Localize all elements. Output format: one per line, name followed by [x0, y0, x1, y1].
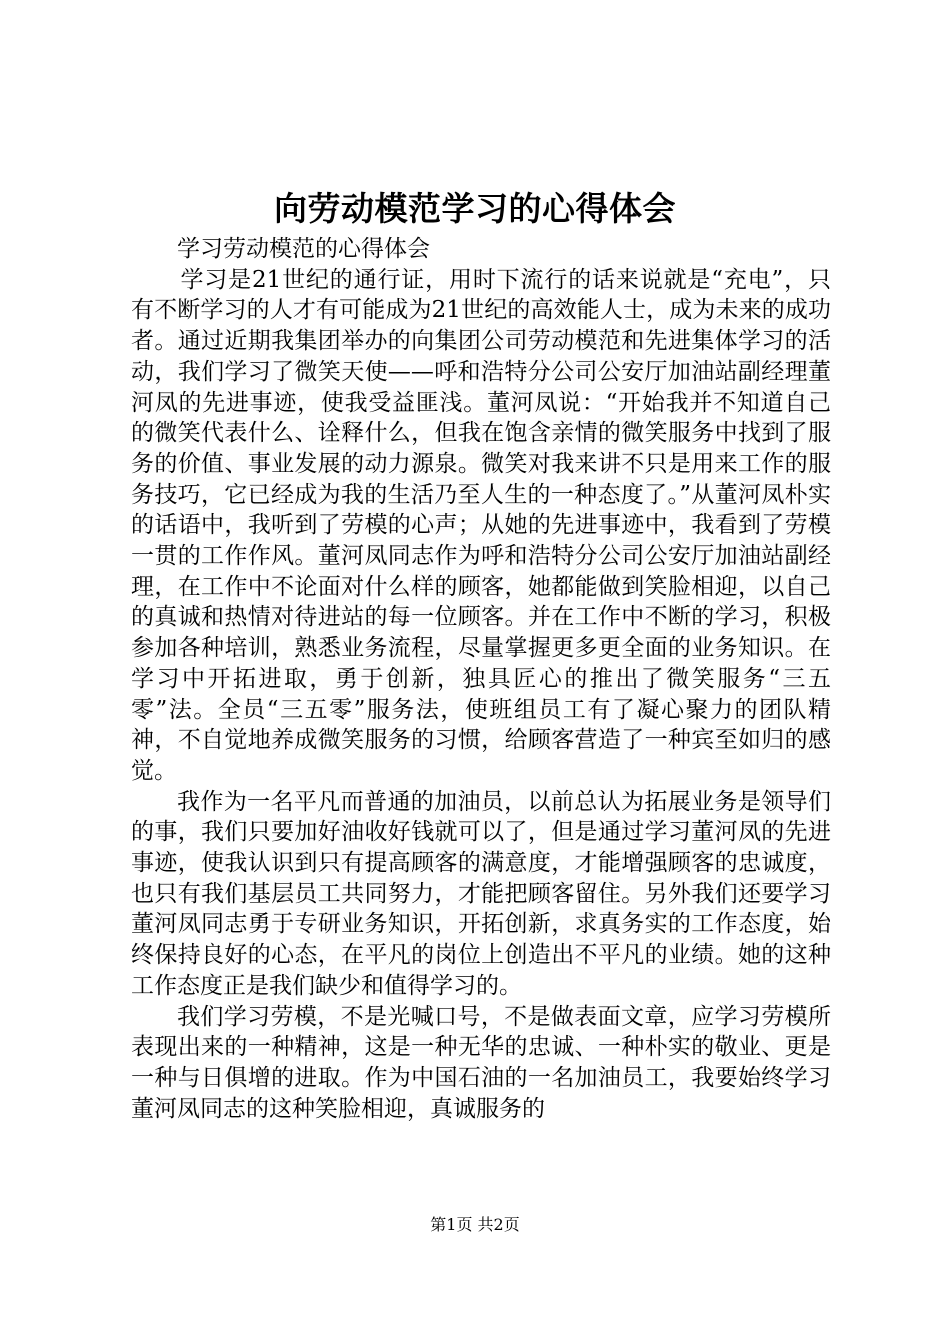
page-number-footer: 第1页 共2页	[430, 1215, 520, 1234]
paragraph-2: 我作为一名平凡而普通的加油员，以前总认为拓展业务是领导们的事，我们只要加好油收好钱就可以了，但是通过学习董河凤的先进事迹，使我认识到只有提高顾客的满意度，才能增强顾客的忠诚度，也只有我们基层员工共同努力，才能把顾客留住。另外我们还要学习董河凤同志勇于专研业务知识，开拓创新，求真务实的工作态度，始终保持良好的心态，在平凡的岗位上创造出不平凡的业绩。她的这种工作态度正是我们缺少和值得学习的。	[131, 788, 831, 999]
document-body	[131, 234, 831, 1124]
paragraph-3: 我们学习劳模，不是光喊口号，不是做表面文章，应学习劳模所表现出来的一种精神，这是一种无华的忠诚、一种朴实的敬业、更是一种与日俱增的进取。作为中国石油的一名加油员工，我要始终学习董河凤同志的这种笑脸相迎，真诚服务的	[131, 1003, 831, 1122]
document-subtitle: 学习劳动模范的心得体会	[177, 236, 430, 262]
paragraph-1: 学习是21世纪的通行证，用时下流行的话来说就是“充电”，只有不断学习的人才有可能成为21世纪的高效能人士，成为未来的成功者。通过近期我集团举办的向集团公司劳动模范和先进集体学习的活动，我们学习了微笑天使——呼和浩特分公司公安厅加油站副经理董河凤的先进事迹，使我受益匪浅。董河凤说：“开始我并不知道自己的微笑代表什么、诠释什么，但我在饱含亲情的微笑服务中找到了服务的价值、事业发展的动力源泉。微笑对我来讲不只是用来工作的服务技巧，它已经成为我的生活乃至人生的一种态度了。”从董河凤朴实的话语中，我听到了劳模的心声；从她的先进事迹中，我看到了劳模一贯的工作作风。董河凤同志作为呼和浩特分公司公安厅加油站副经理，在工作中不论面对什么样的顾客，她都能做到笑脸相迎，以自己的真诚和热情对待进站的每一位顾客。并在工作中不断的学习，积极参加各种培训，熟悉业务流程，尽量掌握更多更全面的业务知识。在学习中开拓进取，勇于创新，独具匠心的推出了微笑服务“三五零”法。全员“三五零”服务法，使班组员工有了凝心聚力的团队精神，不自觉地养成微笑服务的习惯，给顾客营造了一种宾至如归的感觉。	[131, 266, 831, 784]
document-title: 向劳动模范学习的心得体会	[274, 189, 676, 228]
